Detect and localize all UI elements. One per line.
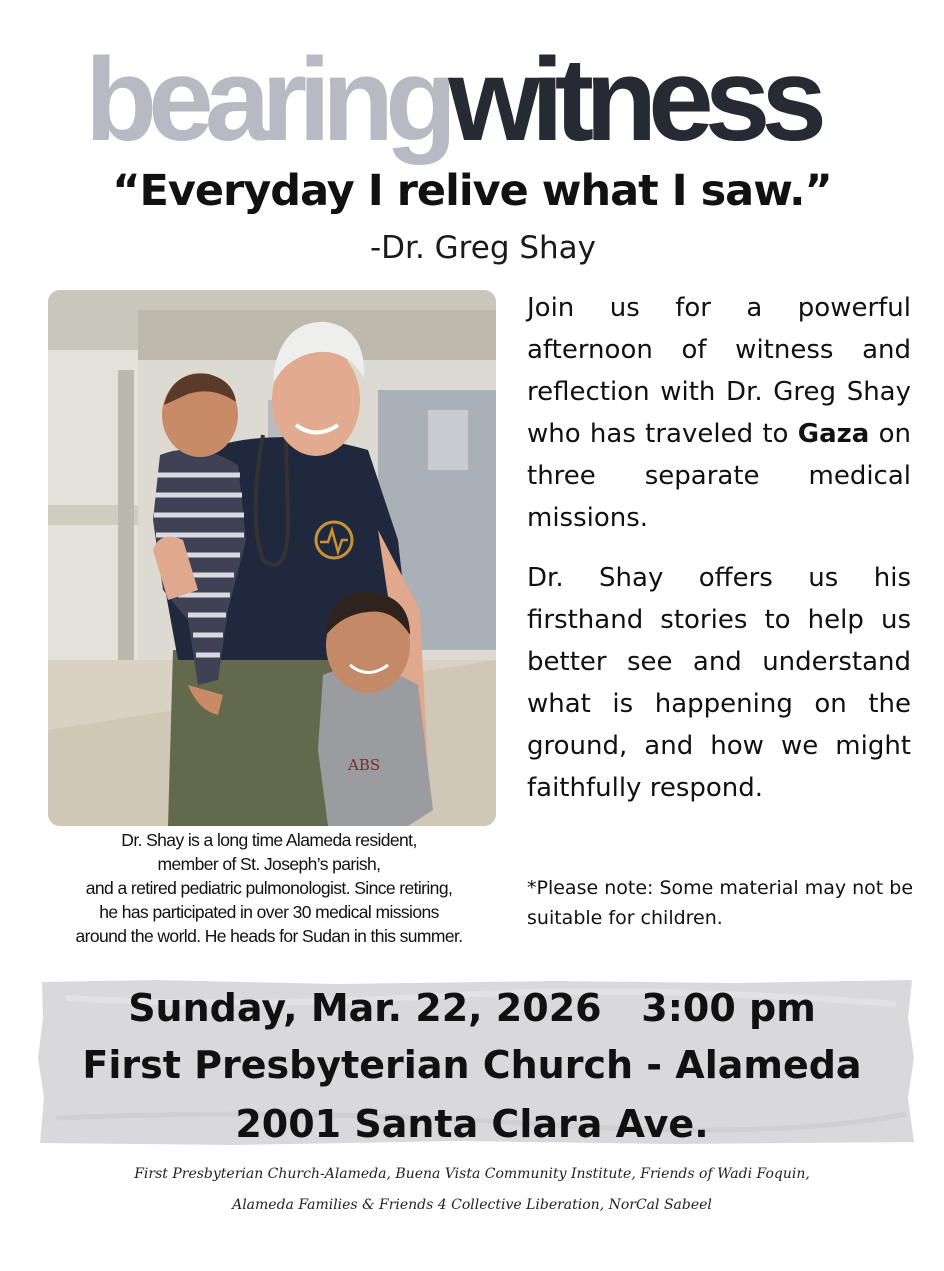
- caption-line: and a retired pediatric pulmonologist. Since retiring,: [85, 878, 453, 898]
- quote-attribution: -Dr. Greg Shay: [370, 230, 597, 266]
- gaza-emphasis: Gaza: [797, 419, 870, 449]
- description-text: Join us for a powerful afternoon of witness and reflection with Dr. Greg Shay who has traveled to: [527, 293, 911, 449]
- caption-line: Dr. Shay is a long time Alameda resident,: [121, 830, 417, 850]
- title-word-bearing: bearing: [85, 34, 449, 166]
- flyer-title: [85, 34, 915, 166]
- description-text: on three separate medical missions.: [527, 419, 911, 533]
- description-paragraph-2: Dr. Shay offers us his firsthand stories to help us better see and understand what is happening on the ground, and how we might faithfully respond.: [527, 563, 911, 803]
- shirt-lettering: ABS: [348, 756, 381, 774]
- description-paragraph-1: [527, 287, 911, 539]
- event-datetime: Sunday, Mar. 22, 2026 3:00 pm: [128, 986, 816, 1030]
- pull-quote: “Everyday I relive what I saw.”: [112, 166, 832, 216]
- doctor-photo: [48, 290, 496, 826]
- title-word-witness: witness: [448, 34, 819, 166]
- caption-line: around the world. He heads for Sudan in this summer.: [75, 926, 463, 946]
- sponsors-line-2: Alameda Families & Friends 4 Collective Liberation, NorCal Sabeel: [232, 1197, 712, 1213]
- sponsors-line-1: First Presbyterian Church-Alameda, Buena Vista Community Institute, Friends of Wadi Foquin,: [134, 1166, 810, 1182]
- photo-caption: [30, 828, 508, 948]
- event-venue: First Presbyterian Church - Alameda: [82, 1043, 862, 1087]
- event-address: 2001 Santa Clara Ave.: [235, 1102, 709, 1146]
- content-warning-note: *Please note: Some material may not be suitable for children.: [527, 877, 914, 929]
- caption-line: member of St. Joseph’s parish,: [157, 854, 381, 874]
- caption-line: he has participated in over 30 medical missions: [99, 902, 439, 922]
